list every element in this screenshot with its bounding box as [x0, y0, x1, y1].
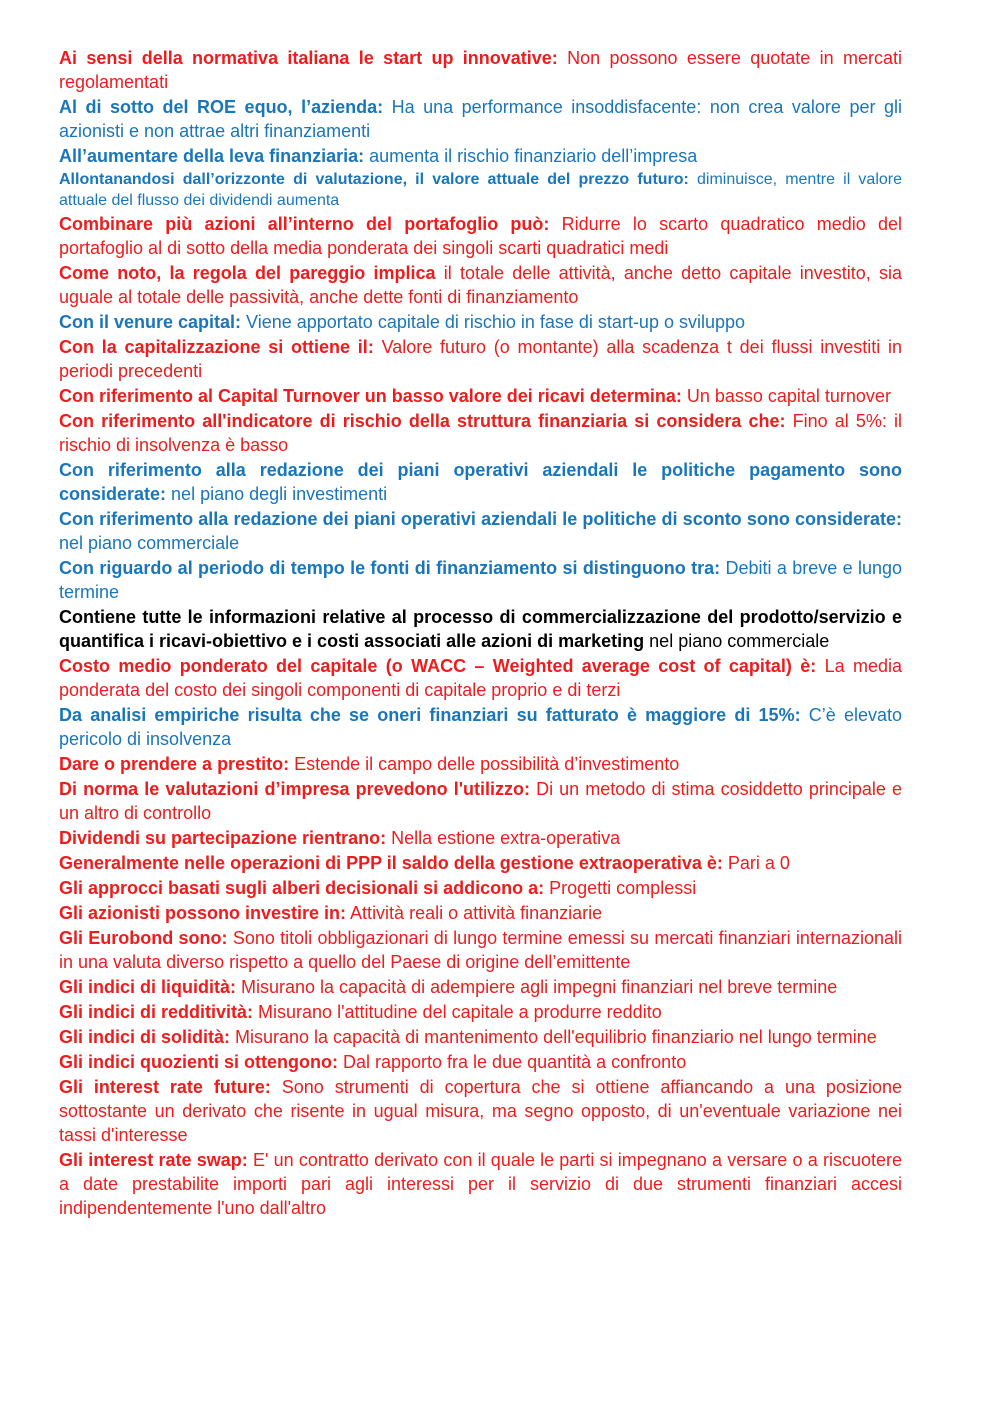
- entry-4: [59, 169, 902, 211]
- question: Contiene tutte le informazioni relative al processo di commercializzazione del prodotto/servizio e quantifica i ricavi-obiettivo e i costi associati alle azioni di marketing: [59, 607, 902, 651]
- entry-17: [59, 752, 902, 776]
- question: All’aumentare della leva finanziaria:: [59, 146, 365, 166]
- entry-16: [59, 703, 902, 751]
- answer: Misurano la capacità di mantenimento dell'equilibrio finanziario nel lungo termine: [230, 1027, 877, 1047]
- answer: nel piano commerciale: [644, 631, 830, 651]
- entry-20: [59, 851, 902, 875]
- answer: Di un metodo di stima cosiddetto principale e un altro di controllo: [59, 779, 902, 823]
- question: Dividendi su partecipazione rientrano:: [59, 828, 387, 848]
- entry-7: [59, 310, 902, 334]
- question: Gli indici di solidità:: [59, 1027, 231, 1047]
- entry-25: [59, 1000, 902, 1024]
- question: Gli interest rate future:: [59, 1077, 271, 1097]
- entry-22: [59, 901, 902, 925]
- entry-5: [59, 212, 902, 260]
- entry-24: [59, 975, 902, 999]
- answer: Debiti a breve e lungo termine: [59, 558, 902, 602]
- entry-15: [59, 654, 902, 702]
- question: Da analisi empiriche risulta che se oneri finanziari su fatturato è maggiore di 15%:: [59, 705, 801, 725]
- document-page: [59, 46, 902, 1221]
- entry-11: [59, 458, 902, 506]
- answer: Misurano l'attitudine del capitale a produrre reddito: [253, 1002, 662, 1022]
- answer: E' un contratto derivato con il quale le parti si impegnano a versare o a riscuotere a date prestabilite importi pari agli interessi per il servizio di due strumenti finanziari accesi indipendentemente l'uno dall'altro: [59, 1150, 903, 1218]
- question: Con riferimento alla redazione dei piani operativi aziendali le politiche di sconto sono considerate:: [59, 509, 902, 529]
- answer: Valore futuro (o montante) alla scadenza t dei flussi investiti in periodi precedenti: [59, 337, 902, 381]
- entry-26: [59, 1025, 902, 1049]
- entry-3: [59, 144, 902, 168]
- question: Con riferimento all'indicatore di rischio della struttura finanziaria si considera che:: [59, 411, 786, 431]
- question: Gli azionisti possono investire in:: [59, 903, 347, 923]
- answer: Ridurre lo scarto quadratico medio del portafoglio al di sotto della media ponderata dei singoli scarti quadratici medi: [59, 214, 902, 258]
- question: Combinare più azioni all’interno del portafoglio può:: [59, 214, 550, 234]
- question: Con la capitalizzazione si ottiene il:: [59, 337, 374, 357]
- question: Con riferimento alla redazione dei piani operativi aziendali le politiche pagamento sono considerate:: [59, 460, 902, 504]
- answer: aumenta il rischio finanziario dell’impresa: [364, 146, 698, 166]
- question: Allontanandosi dall’orizzonte di valutazione, il valore attuale del prezzo futuro:: [59, 171, 689, 188]
- entry-2: [59, 95, 902, 143]
- answer: Sono titoli obbligazionari di lungo termine emessi su mercati finanziari internazionali in una valuta diverso rispetto a quello del Paese di origine dell’emittente: [59, 928, 902, 972]
- answer: Dal rapporto fra le due quantità a confronto: [337, 1052, 687, 1072]
- entry-14: [59, 605, 902, 653]
- answer: Un basso capital turnover: [681, 386, 891, 406]
- question: Con il venure capital:: [59, 312, 242, 332]
- question: Dare o prendere a prestito:: [59, 754, 290, 774]
- entry-10: [59, 409, 902, 457]
- question: Ai sensi della normativa italiana le start up innovative:: [59, 48, 558, 68]
- answer: il totale delle attività, anche detto capitale investito, sia uguale al totale delle passività, anche dette fonti di finanziamento: [59, 263, 902, 307]
- answer: Nella estione extra-operativa: [386, 828, 621, 848]
- answer: Progetti complessi: [544, 878, 697, 898]
- question: Gli indici di liquidità:: [59, 977, 236, 997]
- question: Generalmente nelle operazioni di PPP il saldo della gestione extraoperativa è:: [59, 853, 723, 873]
- question: Costo medio ponderato del capitale (o WACC – Weighted average cost of capital) è:: [59, 656, 817, 676]
- entry-29: [59, 1148, 902, 1220]
- entry-27: [59, 1050, 902, 1074]
- answer: Fino al 5%: il rischio di insolvenza è basso: [59, 411, 903, 455]
- answer: Ha una performance insoddisfacente: non crea valore per gli azionisti e non attrae altri finanziamenti: [59, 97, 902, 141]
- answer: Estende il campo delle possibilità d’investimento: [289, 754, 680, 774]
- answer: Non possono essere quotate in mercati regolamentati: [59, 48, 902, 92]
- answer: C’è elevato pericolo di insolvenza: [59, 705, 902, 749]
- question: Gli Eurobond sono:: [59, 928, 228, 948]
- question: Gli interest rate swap:: [59, 1150, 248, 1170]
- entry-19: [59, 826, 902, 850]
- question: Con riferimento al Capital Turnover un basso valore dei ricavi determina:: [59, 386, 682, 406]
- answer: Sono strumenti di copertura che si ottiene affiancando a una posizione sottostante un derivato che risente in ugual misura, ma segno opposto, di un'eventuale variazione nei tassi d'interesse: [59, 1077, 902, 1145]
- entry-9: [59, 384, 902, 408]
- question: Al di sotto del ROE equo, l’azienda:: [59, 97, 384, 117]
- answer: Pari a 0: [722, 853, 790, 873]
- entry-28: [59, 1075, 902, 1147]
- entry-8: [59, 335, 902, 383]
- question: Gli indici di redditività:: [59, 1002, 254, 1022]
- answer: Viene apportato capitale di rischio in fase di start-up o sviluppo: [241, 312, 746, 332]
- question: Gli approcci basati sugli alberi decisionali si addicono a:: [59, 878, 545, 898]
- entry-13: [59, 556, 902, 604]
- entry-21: [59, 876, 902, 900]
- entry-6: [59, 261, 902, 309]
- entry-1: [59, 46, 902, 94]
- answer: Attività reali o attività finanziarie: [346, 903, 603, 923]
- question: Con riguardo al periodo di tempo le fonti di finanziamento si distinguono tra:: [59, 558, 721, 578]
- entry-23: [59, 926, 902, 974]
- answer: nel piano degli investimenti: [166, 484, 388, 504]
- entry-12: [59, 507, 902, 555]
- question: Come noto, la regola del pareggio implica: [59, 263, 436, 283]
- question: Gli indici quozienti si ottengono:: [59, 1052, 338, 1072]
- answer: La media ponderata del costo dei singoli componenti di capitale proprio e di terzi: [59, 656, 902, 700]
- answer: Misurano la capacità di adempiere agli impegni finanziari nel breve termine: [236, 977, 838, 997]
- entry-18: [59, 777, 902, 825]
- answer: diminuisce, mentre il valore attuale del flusso dei dividendi aumenta: [59, 171, 902, 209]
- answer: nel piano commerciale: [59, 533, 240, 553]
- question: Di norma le valutazioni d’impresa prevedono l'utilizzo:: [59, 779, 530, 799]
